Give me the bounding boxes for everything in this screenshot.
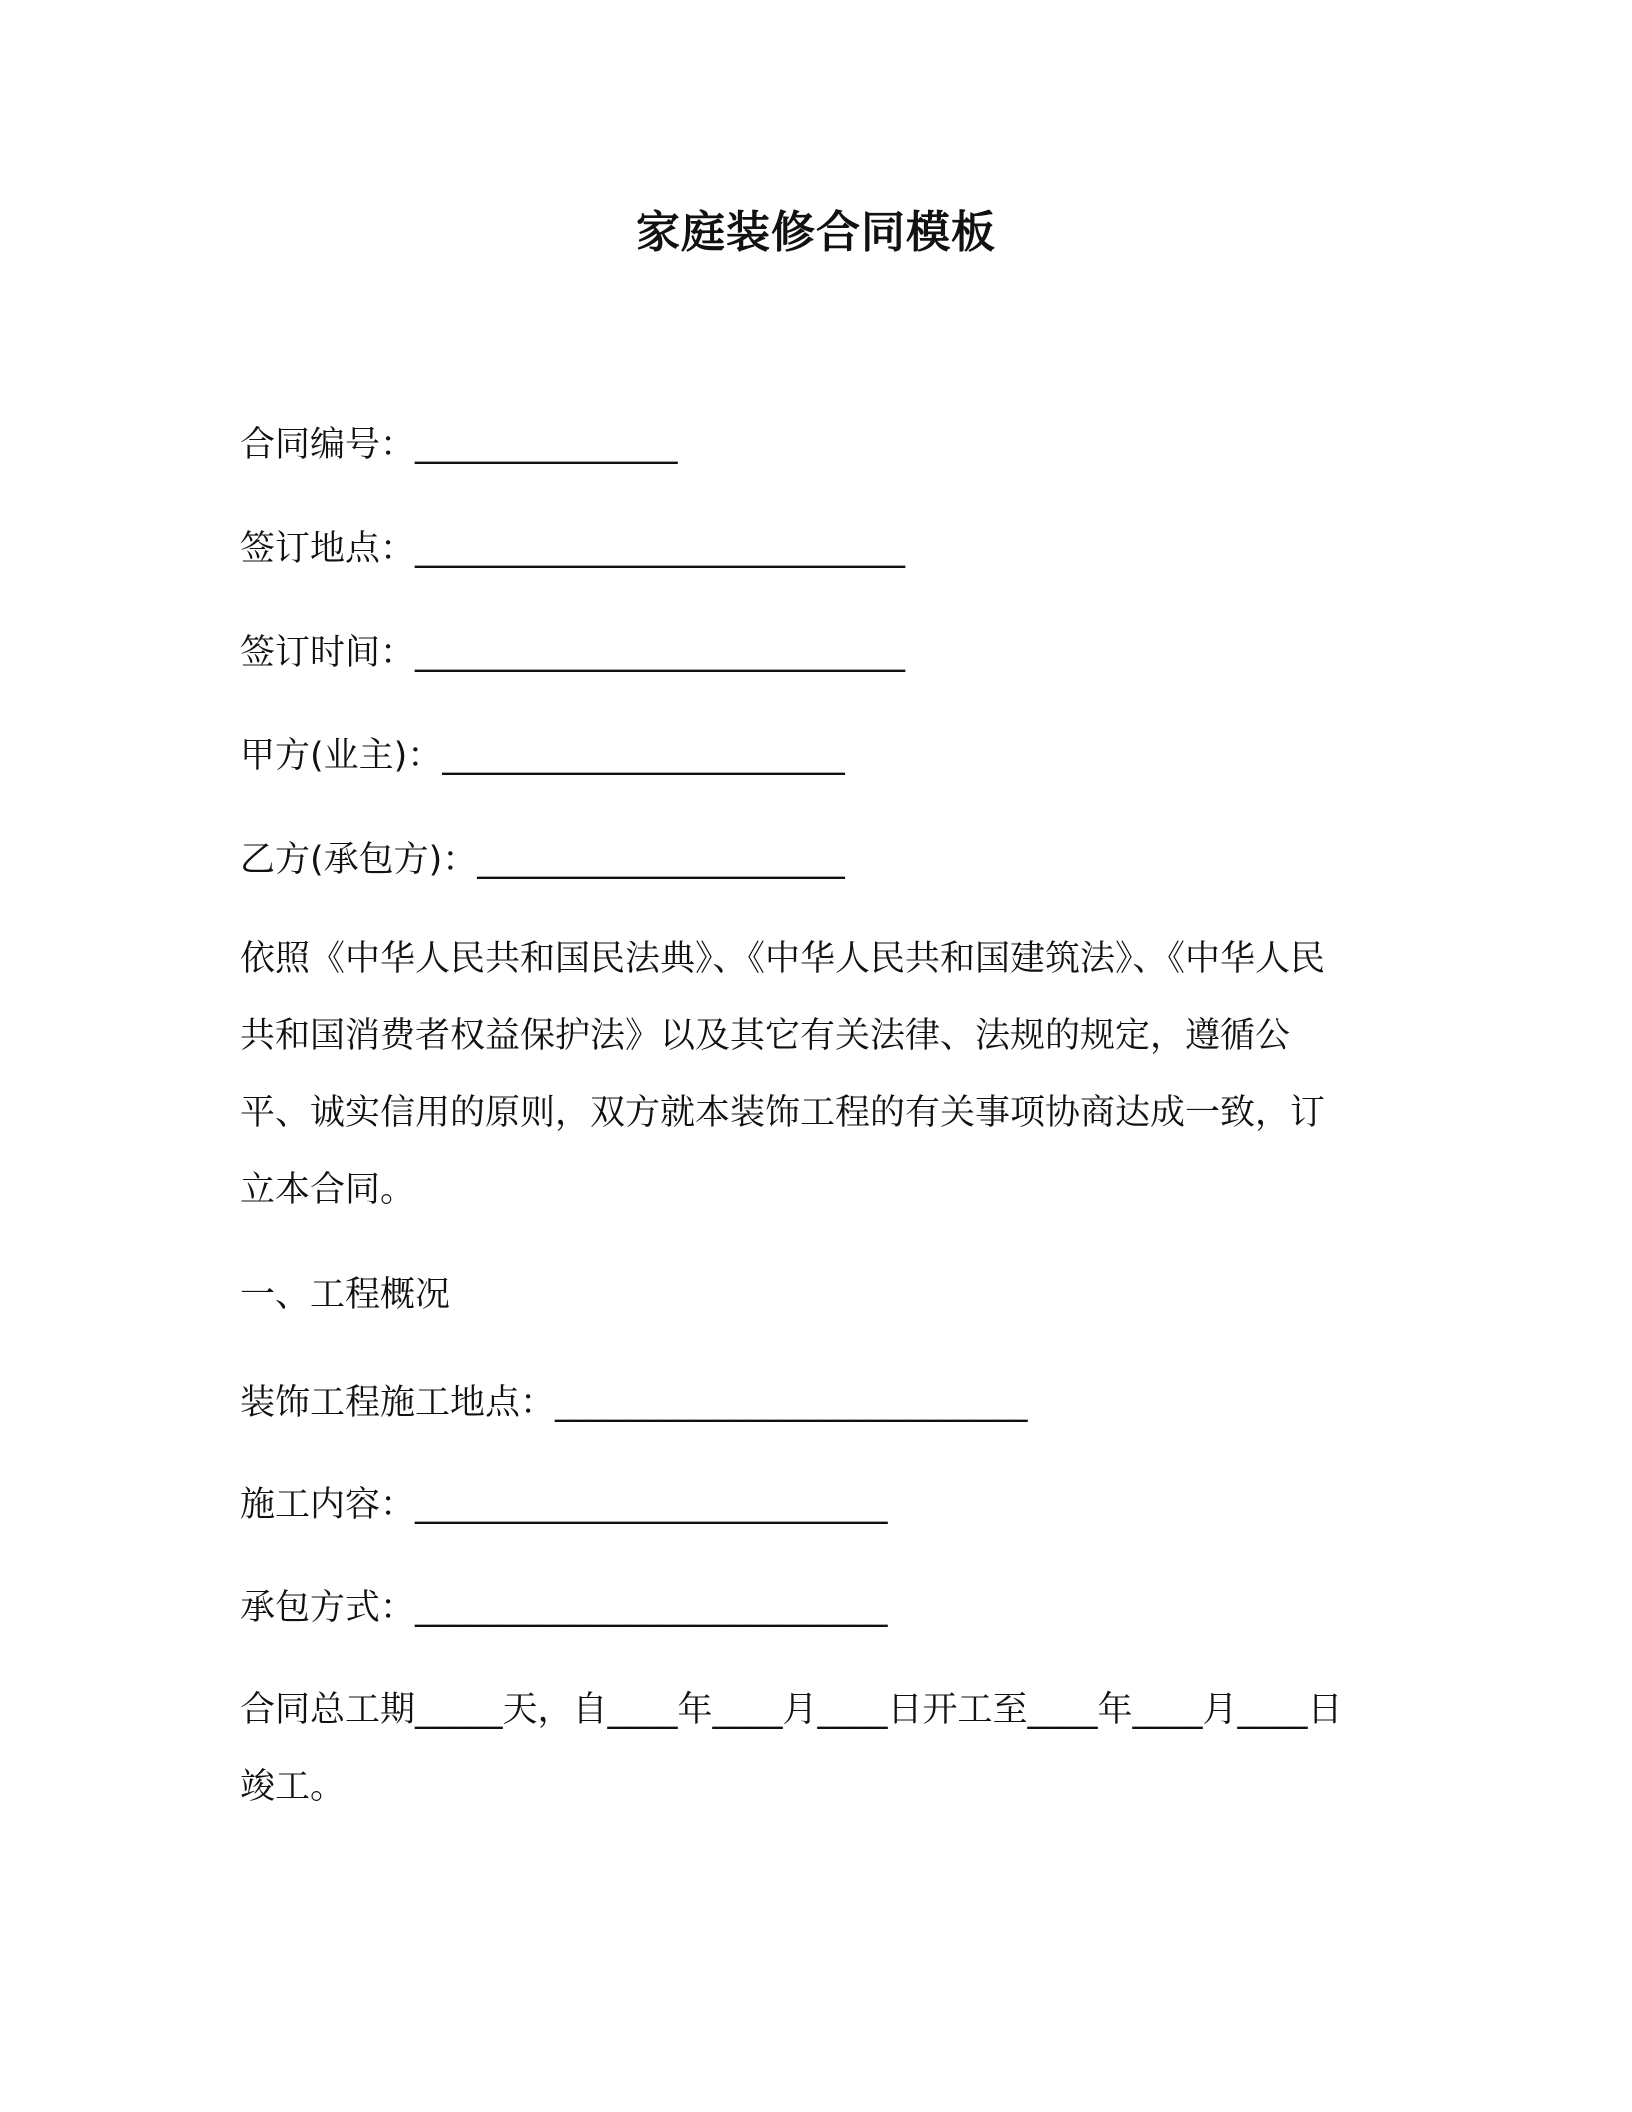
party-b-field: 乙方(承包方)：_____________________ xyxy=(240,840,845,880)
party-a-field: 甲方(业主)：_______________________ xyxy=(240,736,845,776)
contract-period-paragraph: 合同总工期_____天，自____年____月____日开工至____年____月____日竣工。 xyxy=(240,1690,1343,1807)
contract-number-field: 合同编号：_______________ xyxy=(240,425,678,465)
signing-time-field: 签订时间：____________________________ xyxy=(240,633,906,673)
signing-place-field: 签订地点：____________________________ xyxy=(240,529,906,569)
document-title: 家庭装修合同模板 xyxy=(636,207,996,258)
construction-content-field: 施工内容：___________________________ xyxy=(240,1485,888,1525)
contract-method-field: 承包方式：___________________________ xyxy=(240,1588,888,1628)
construction-site-field: 装饰工程施工地点：___________________________ xyxy=(240,1383,1028,1423)
section-heading: 一、工程概况 xyxy=(240,1275,451,1315)
preamble-paragraph: 依照《中华人民共和国民法典》、《中华人民共和国建筑法》、《中华人民共和国消费者权益保护法》以及其它有关法律、法规的规定，遵循公平、诚实信用的原则，双方就本装饰工程的有关事项协商达成一致，订立本合同。 xyxy=(240,939,1326,1210)
